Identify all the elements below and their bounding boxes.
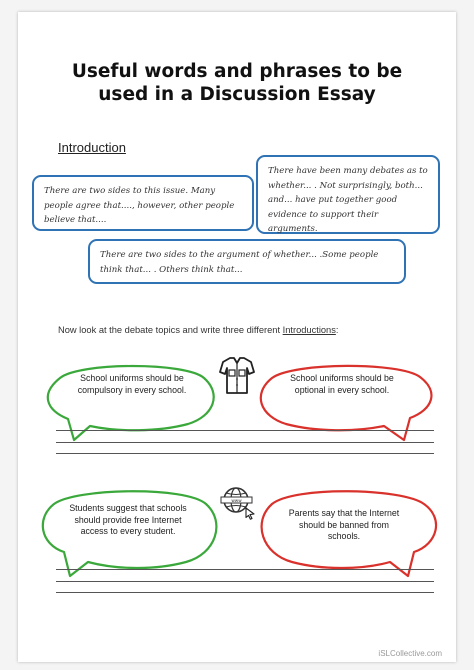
footer-watermark: iSLCollective.com: [378, 649, 442, 658]
answer-line[interactable]: [56, 430, 434, 431]
bubble-text-red-1: School uniforms should be optional in every school.: [290, 373, 394, 395]
instruction-link: Introductions: [282, 325, 336, 335]
instruction-text: Now look at the debate topics and write three different: [58, 325, 283, 335]
answer-line[interactable]: [56, 569, 434, 570]
phrase-box-3: There are two sides to the argument of whether... .Some people think that... . Others think that...: [88, 239, 406, 284]
answer-lines-1: [56, 430, 434, 465]
answer-line[interactable]: [56, 581, 434, 582]
title-line-1: Useful words and phrases to be: [71, 61, 403, 82]
bubble-text-green-1: School uniforms should be compulsory in every school.: [77, 373, 187, 395]
phrase-box-1: There are two sides to this issue. Many people agree that...., however, other people believe that....: [32, 175, 254, 231]
answer-line[interactable]: [56, 592, 434, 593]
answer-lines-2: [56, 569, 434, 604]
bubble-text-red-2: Parents say that the Internet should be banned from schools.: [288, 508, 400, 541]
speech-bubbles: [18, 12, 456, 662]
phrase-box-2: There have been many debates as to whether... . Not surprisingly, both... and... have put together good evidence to support their arguments.: [256, 155, 440, 234]
shirt-icon: [219, 355, 255, 395]
section-heading: Introduction: [58, 140, 126, 155]
svg-text:www: www: [231, 497, 242, 503]
globe-icon: [218, 484, 258, 520]
bubble-text-green-2: Students suggest that schools should provide free Internet access to every student.: [69, 503, 187, 536]
title-line-2: used in a Discussion Essay: [98, 84, 376, 105]
instruction-colon: :: [335, 325, 339, 335]
worksheet-page: [18, 12, 456, 662]
answer-line[interactable]: [56, 453, 434, 454]
answer-line[interactable]: [56, 442, 434, 443]
